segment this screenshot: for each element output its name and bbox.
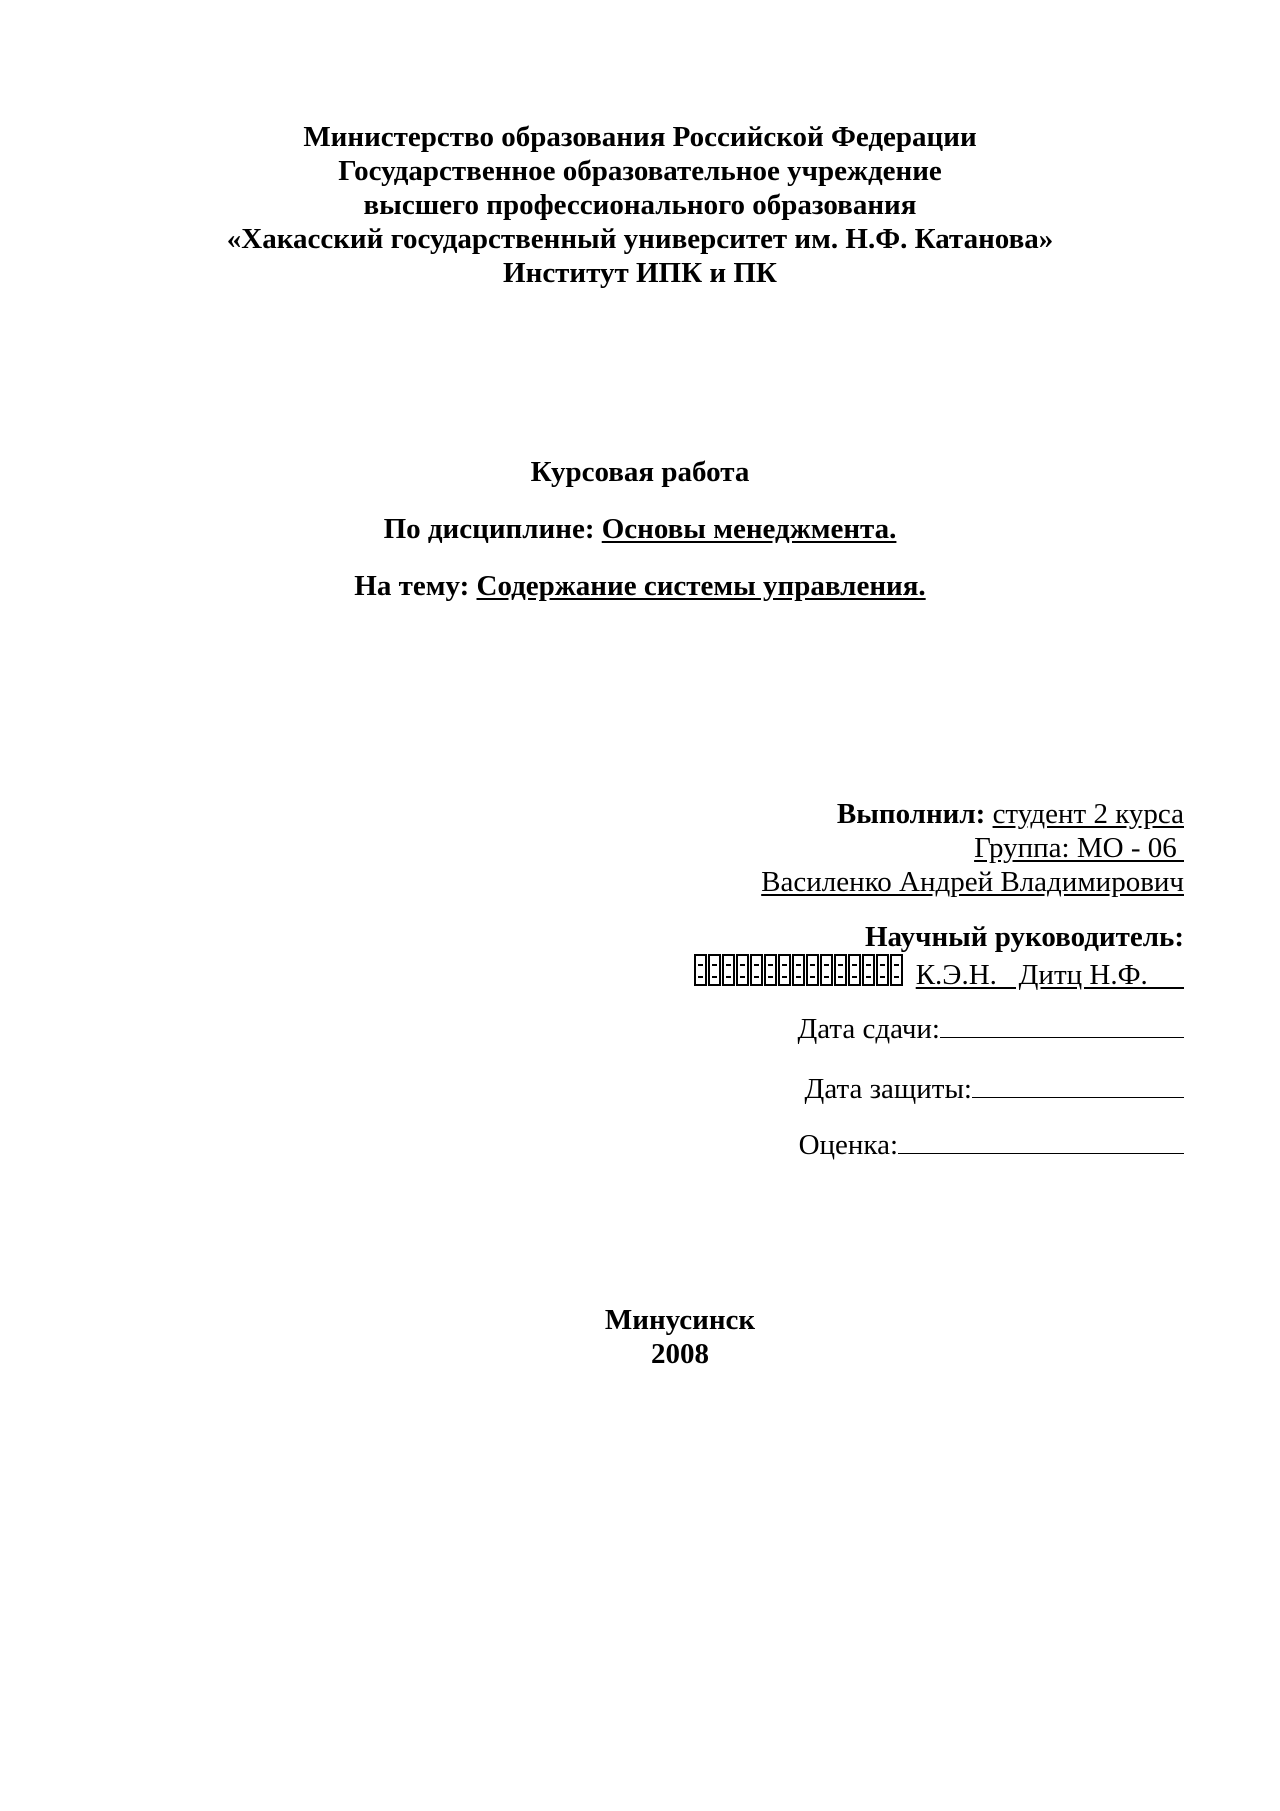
footer-year: 2008 xyxy=(651,1338,709,1370)
discipline-line xyxy=(0,512,1280,546)
defense-date-label: Дата защиты: xyxy=(804,1073,972,1105)
missing-glyph-icon xyxy=(694,954,914,990)
supervisor-label: Научный руководитель: xyxy=(865,921,1184,953)
performer-course: студент 2 курса xyxy=(992,798,1184,830)
work-type: Курсовая работа xyxy=(530,456,750,488)
footer-block xyxy=(40,1303,1280,1371)
submit-date-blank xyxy=(940,1011,1184,1038)
footer-city: Минусинск xyxy=(604,1304,756,1336)
institution-header xyxy=(0,120,1280,290)
education-level-line: высшего профессионального образования xyxy=(363,189,917,221)
performer-name: Василенко Андрей Владимирович xyxy=(761,866,1184,898)
discipline-label: По дисциплине: xyxy=(383,513,595,545)
performer-group: Группа: МО - 06 xyxy=(974,832,1184,864)
supervisor-block xyxy=(484,920,1184,992)
grade-blank xyxy=(898,1127,1184,1154)
supervisor-name: К.Э.Н. Дитц Н.Ф. xyxy=(915,959,1184,991)
grade-label: Оценка: xyxy=(798,1129,898,1161)
performer-label: Выполнил: xyxy=(836,798,986,830)
defense-date-field xyxy=(805,1071,1184,1106)
work-title-block xyxy=(0,455,1280,603)
submit-date-label: Дата сдачи: xyxy=(797,1013,940,1045)
topic-label: На тему: xyxy=(354,570,470,602)
supervisor-row xyxy=(484,954,1184,992)
performer-line xyxy=(484,797,1184,831)
topic-line xyxy=(0,569,1280,603)
institute-line: Институт ИПК и ПК xyxy=(503,257,777,289)
topic-value: Содержание системы управления. xyxy=(476,570,926,602)
university-line: «Хакасский государственный университет им. Н.Ф. Катанова» xyxy=(226,223,1054,255)
discipline-value: Основы менеджмента. xyxy=(601,513,897,545)
ministry-line: Министерство образования Российской Федерации xyxy=(303,121,977,153)
submit-date-field xyxy=(797,1011,1184,1046)
grade-field xyxy=(799,1127,1184,1162)
performer-block xyxy=(484,797,1184,899)
defense-date-blank xyxy=(972,1071,1184,1098)
institution-type-line: Государственное образовательное учреждение xyxy=(338,155,942,187)
